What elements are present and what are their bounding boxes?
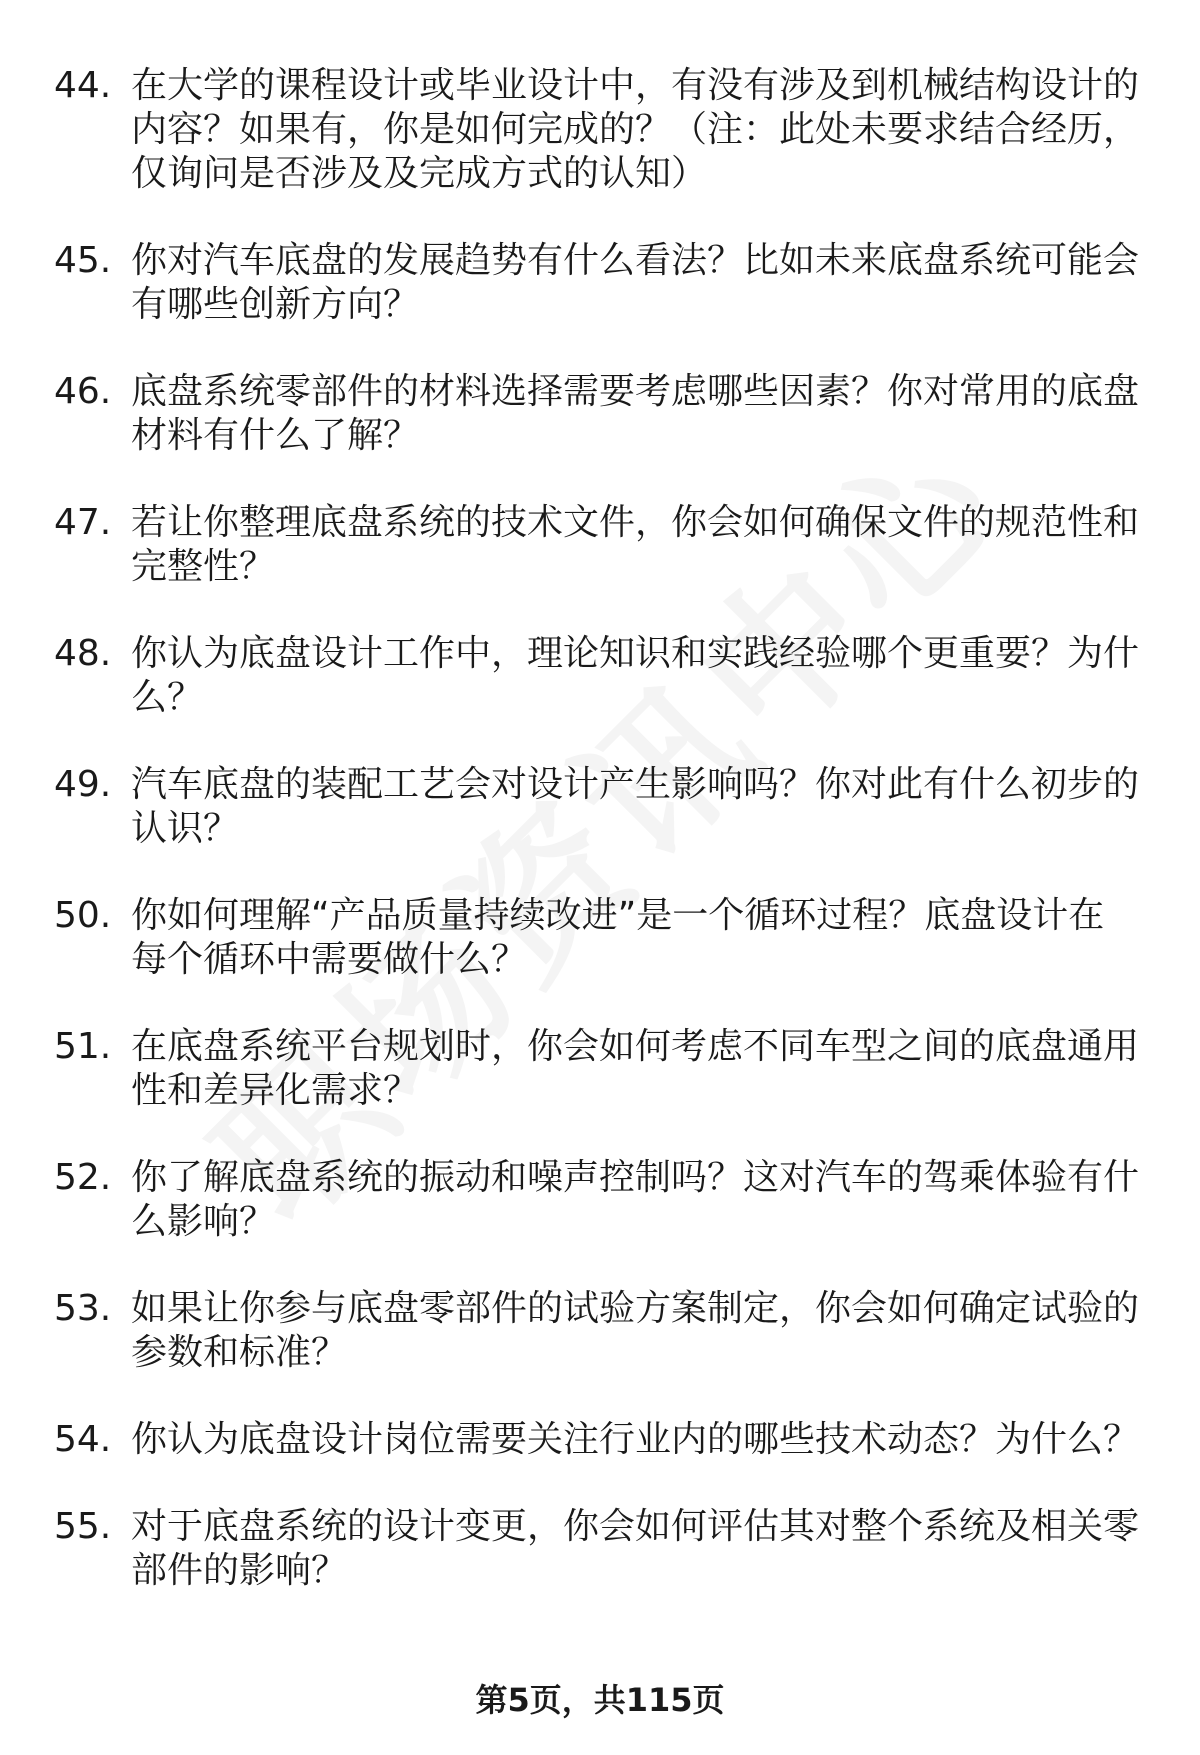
question-text: 你如何理解“产品质量持续改进”是一个循环过程？底盘设计在每个循环中需要做什么？ [131,895,1105,980]
question-item-44 [0,64,1200,196]
question-text: 你了解底盘系统的振动和噪声控制吗？这对汽车的驾乘体验有什么影响？ [131,1157,1140,1242]
question-text: 底盘系统零部件的材料选择需要考虑哪些因素？你对常用的底盘材料有什么了解？ [131,371,1140,456]
question-text: 你认为底盘设计岗位需要关注行业内的哪些技术动态？为什么？ [131,1419,1140,1460]
question-number: 47. [54,502,112,543]
question-number: 49. [54,764,112,805]
question-item-52 [0,1156,1200,1244]
question-item-51 [0,1025,1200,1113]
question-item-54 [0,1418,1200,1462]
question-item-48 [0,632,1200,720]
question-item-53 [0,1287,1200,1375]
question-number: 44. [54,65,112,106]
question-text: 对于底盘系统的设计变更，你会如何评估其对整个系统及相关零部件的影响？ [131,1506,1140,1591]
question-number: 46. [54,371,112,412]
question-item-50 [0,894,1200,982]
question-number: 45. [54,240,112,281]
question-item-55 [0,1505,1200,1593]
question-item-49 [0,763,1200,851]
question-number: 51. [54,1026,112,1067]
question-item-46 [0,370,1200,458]
question-number: 48. [54,633,112,674]
question-number: 54. [54,1419,112,1460]
question-text: 汽车底盘的装配工艺会对设计产生影响吗？你对此有什么初步的认识？ [131,764,1140,849]
question-text: 你对汽车底盘的发展趋势有什么看法？比如未来底盘系统可能会有哪些创新方向？ [131,240,1140,325]
question-text: 在底盘系统平台规划时，你会如何考虑不同车型之间的底盘通用性和差异化需求？ [131,1026,1140,1111]
question-number: 53. [54,1288,112,1329]
question-number: 50. [54,895,112,936]
question-text: 如果让你参与底盘零部件的试验方案制定，你会如何确定试验的参数和标准？ [131,1288,1140,1373]
question-list [0,64,1200,1636]
question-number: 52. [54,1157,112,1198]
question-item-47 [0,501,1200,589]
question-text: 若让你整理底盘系统的技术文件，你会如何确保文件的规范性和完整性？ [131,502,1140,587]
question-text: 在大学的课程设计或毕业设计中，有没有涉及到机械结构设计的内容？如果有，你是如何完成的？（注：此处未要求结合经历，仅询问是否涉及及完成方式的认知） [131,65,1140,194]
question-text: 你认为底盘设计工作中，理论知识和实践经验哪个更重要？为什么？ [131,633,1140,718]
question-item-45 [0,239,1200,327]
question-number: 55. [54,1506,112,1547]
page-footer: 第5页，共115页 [475,1681,725,1719]
